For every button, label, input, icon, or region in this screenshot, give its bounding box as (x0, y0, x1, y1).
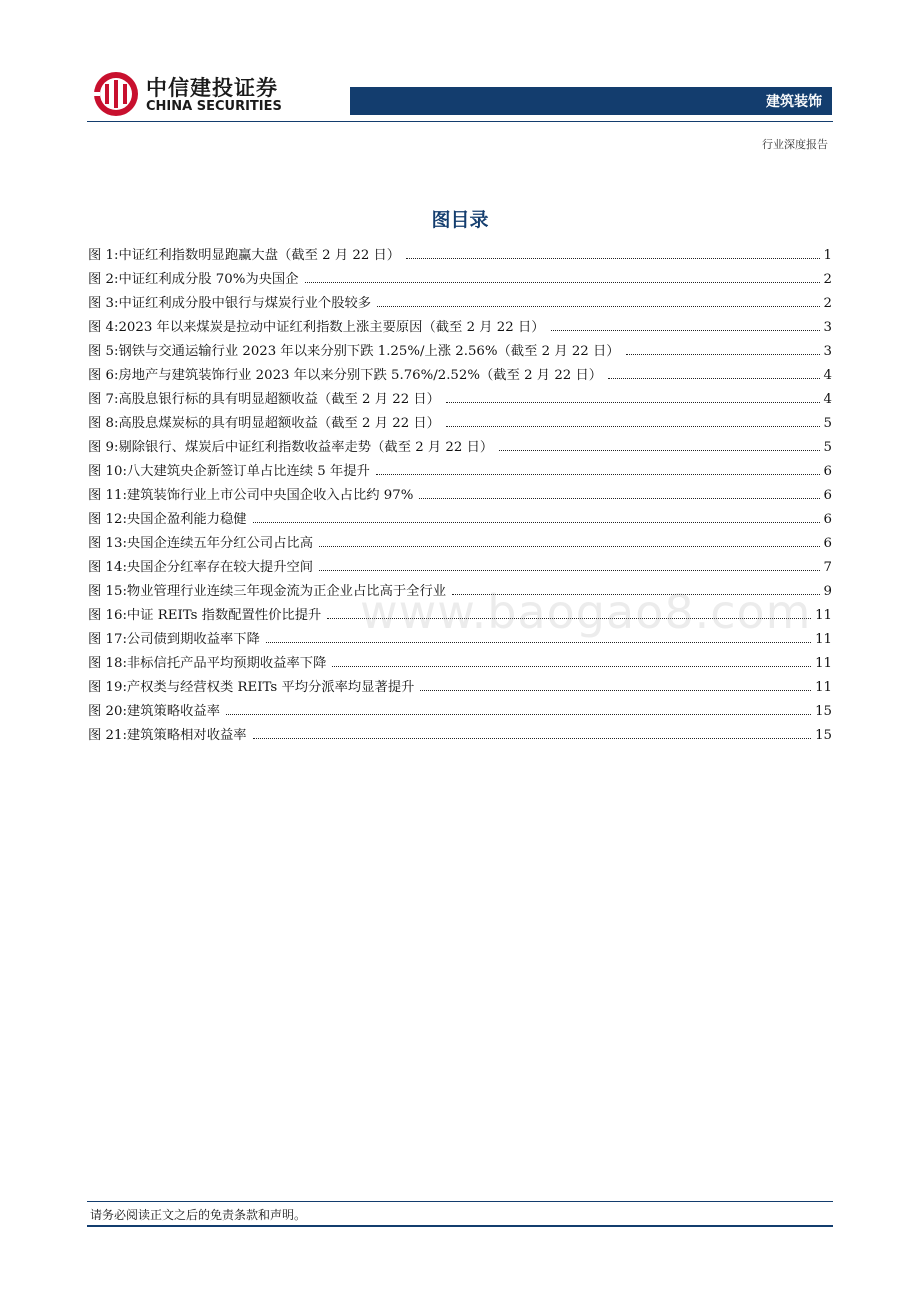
toc-entry-label: 图 5:钢铁与交通运输行业 2023 年以来分别下跌 1.25%/上涨 2.56%（截至 2 月 22 日） (88, 344, 620, 359)
toc-dot-leader (420, 690, 811, 691)
footer-divider-bottom (87, 1225, 833, 1227)
toc-entry-label: 图 17:公司债到期收益率下降 (88, 632, 260, 647)
header-bar (350, 87, 832, 115)
toc-entry-page: 11 (815, 608, 832, 623)
toc-entry-label: 图 4:2023 年以来煤炭是拉动中证红利指数上涨主要原因（截至 2 月 22 日） (88, 320, 545, 335)
toc-entry[interactable] (88, 316, 832, 340)
toc-entry-page: 7 (823, 560, 832, 575)
toc-entry-label: 图 16:中证 REITs 指数配置性价比提升 (88, 608, 322, 623)
toc-entry-page: 15 (815, 728, 832, 743)
toc-entry[interactable] (88, 268, 832, 292)
toc-dot-leader (551, 330, 820, 331)
toc-entry-page: 4 (823, 368, 832, 383)
toc-dot-leader (253, 522, 820, 523)
toc-entry-page: 2 (823, 272, 832, 287)
toc-entry-label: 图 2:中证红利成分股 70%为央国企 (88, 272, 299, 287)
toc-entry-page: 5 (823, 416, 832, 431)
toc-entry-label: 图 10:八大建筑央企新签订单占比连续 5 年提升 (88, 464, 370, 479)
report-type: 行业深度报告 (762, 138, 828, 151)
toc-entry-label: 图 13:央国企连续五年分红公司占比高 (88, 536, 314, 551)
toc-entry-page: 11 (815, 656, 832, 671)
toc-entry[interactable] (88, 412, 832, 436)
toc-entry[interactable] (88, 364, 832, 388)
logo-english-name: CHINA SECURITIES (146, 99, 282, 114)
toc-entry-page: 11 (815, 632, 832, 647)
toc-entry-page: 6 (823, 536, 832, 551)
toc-entry-page: 6 (823, 488, 832, 503)
footer-disclaimer: 请务必阅读正文之后的免责条款和声明。 (90, 1208, 307, 1222)
toc-entry[interactable] (88, 724, 832, 748)
logo-chinese-name: 中信建投证券 (146, 76, 278, 100)
toc-entry-page: 11 (815, 680, 832, 695)
toc-dot-leader (332, 666, 811, 667)
toc-entry-label: 图 6:房地产与建筑装饰行业 2023 年以来分别下跌 5.76%/2.52%（截至 2 月 22 日） (88, 368, 603, 383)
toc-entry-label: 图 20:建筑策略收益率 (88, 704, 221, 719)
toc-entry-label: 图 1:中证红利指数明显跑赢大盘（截至 2 月 22 日） (88, 248, 401, 263)
toc-dot-leader (319, 546, 819, 547)
toc-entry[interactable] (88, 508, 832, 532)
toc-dot-leader (406, 258, 819, 259)
toc-entry-page: 9 (823, 584, 832, 599)
watermark: www.baogao8.com (360, 585, 812, 639)
citic-logo-icon (92, 70, 140, 118)
toc-dot-leader (305, 282, 820, 283)
toc-entry-page: 5 (823, 440, 832, 455)
toc-entry[interactable] (88, 460, 832, 484)
header-divider (87, 121, 833, 122)
toc-dot-leader (376, 474, 820, 475)
toc-dot-leader (446, 402, 820, 403)
toc-entry[interactable] (88, 700, 832, 724)
toc-entry-label: 图 15:物业管理行业连续三年现金流为正企业占比高于全行业 (88, 584, 447, 599)
toc-dot-leader (253, 738, 811, 739)
toc-entry[interactable] (88, 484, 832, 508)
toc-entry[interactable] (88, 340, 832, 364)
company-logo (92, 70, 322, 118)
toc-entry[interactable] (88, 676, 832, 700)
toc-entry[interactable] (88, 244, 832, 268)
toc-dot-leader (226, 714, 811, 715)
toc-entry-page: 6 (823, 512, 832, 527)
toc-entry-label: 图 3:中证红利成分股中银行与煤炭行业个股较多 (88, 296, 372, 311)
toc-entry[interactable] (88, 652, 832, 676)
toc-entry-page: 4 (823, 392, 832, 407)
toc-entry-page: 2 (823, 296, 832, 311)
industry-label: 建筑装饰 (766, 94, 822, 110)
toc-entry-label: 图 19:产权类与经营权类 REITs 平均分派率均显著提升 (88, 680, 415, 695)
toc-entry-label: 图 11:建筑装饰行业上市公司中央国企收入占比约 97% (88, 488, 414, 503)
toc-entry-page: 15 (815, 704, 832, 719)
figure-table-of-contents (88, 244, 832, 748)
toc-dot-leader (377, 306, 819, 307)
toc-entry-label: 图 14:央国企分红率存在较大提升空间 (88, 560, 314, 575)
toc-entry[interactable] (88, 388, 832, 412)
toc-entry-label: 图 8:高股息煤炭标的具有明显超额收益（截至 2 月 22 日） (88, 416, 440, 431)
toc-entry-page: 3 (823, 320, 832, 335)
toc-dot-leader (446, 426, 820, 427)
toc-title: 图目录 (431, 209, 489, 231)
toc-dot-leader (499, 450, 819, 451)
toc-entry-page: 3 (823, 344, 832, 359)
toc-dot-leader (319, 570, 819, 571)
footer-divider-top (87, 1201, 833, 1202)
toc-entry-label: 图 7:高股息银行标的具有明显超额收益（截至 2 月 22 日） (88, 392, 440, 407)
toc-entry-label: 图 21:建筑策略相对收益率 (88, 728, 247, 743)
toc-dot-leader (419, 498, 819, 499)
toc-entry[interactable] (88, 436, 832, 460)
toc-entry[interactable] (88, 532, 832, 556)
toc-entry-label: 图 12:央国企盈利能力稳健 (88, 512, 247, 527)
toc-dot-leader (266, 642, 811, 643)
toc-entry-label: 图 18:非标信托产品平均预期收益率下降 (88, 656, 327, 671)
toc-entry-page: 6 (823, 464, 832, 479)
toc-entry[interactable] (88, 556, 832, 580)
toc-dot-leader (626, 354, 820, 355)
toc-entry-page: 1 (823, 248, 832, 263)
toc-dot-leader (608, 378, 819, 379)
toc-entry[interactable] (88, 292, 832, 316)
toc-entry-label: 图 9:剔除银行、煤炭后中证红利指数收益率走势（截至 2 月 22 日） (88, 440, 494, 455)
